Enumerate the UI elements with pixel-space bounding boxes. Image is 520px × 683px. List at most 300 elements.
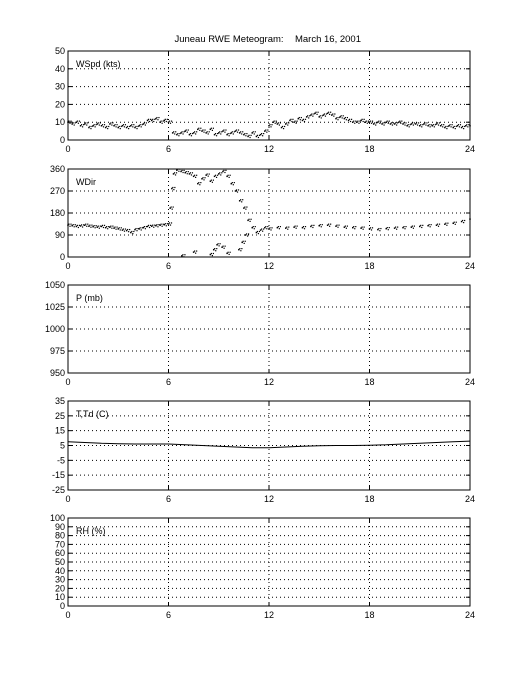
data-point xyxy=(282,126,283,127)
data-point xyxy=(212,130,213,131)
data-point xyxy=(290,119,291,120)
data-point xyxy=(320,224,321,225)
data-point xyxy=(279,124,280,125)
data-point xyxy=(171,206,172,207)
data-point xyxy=(378,121,379,122)
data-point xyxy=(396,229,397,230)
data-point xyxy=(224,172,225,173)
data-point xyxy=(179,169,180,170)
data-point xyxy=(455,224,456,225)
data-point xyxy=(347,226,348,227)
data-point xyxy=(182,133,183,134)
data-point xyxy=(87,122,88,123)
data-point xyxy=(104,225,105,226)
data-point xyxy=(124,231,125,232)
data-point xyxy=(426,122,427,123)
panel-3 xyxy=(45,280,475,387)
data-point xyxy=(165,223,166,224)
data-point xyxy=(224,248,225,249)
data-point xyxy=(196,175,197,176)
data-point xyxy=(280,226,281,227)
data-point xyxy=(371,229,372,230)
data-point xyxy=(299,117,300,118)
data-point xyxy=(207,173,208,174)
panels xyxy=(45,46,475,620)
data-point xyxy=(217,175,218,176)
y-tick-label: 1025 xyxy=(44,302,65,312)
y-tick-label: 40 xyxy=(54,63,65,74)
data-point xyxy=(414,226,415,227)
data-point xyxy=(195,253,196,254)
data-point xyxy=(136,230,137,231)
x-tick-label: 24 xyxy=(464,610,476,620)
data-point xyxy=(177,133,178,134)
data-point xyxy=(245,209,246,210)
data-point xyxy=(111,228,112,229)
data-point xyxy=(303,119,304,120)
data-point xyxy=(353,226,354,227)
data-point xyxy=(463,222,464,223)
data-point xyxy=(146,122,147,123)
data-point xyxy=(300,119,301,120)
data-point xyxy=(184,254,185,255)
data-point xyxy=(220,174,221,175)
data-point xyxy=(211,253,212,254)
panel-label: RH (%) xyxy=(76,526,106,536)
data-point xyxy=(403,122,404,123)
data-point xyxy=(162,226,163,227)
data-point xyxy=(149,227,150,228)
data-point xyxy=(346,228,347,229)
data-point xyxy=(370,121,371,122)
data-point xyxy=(103,126,104,127)
data-point xyxy=(279,228,280,229)
data-point xyxy=(96,124,97,125)
panel-2 xyxy=(50,164,475,271)
data-point xyxy=(401,121,402,122)
data-point xyxy=(456,126,457,127)
data-point xyxy=(177,169,178,170)
data-point xyxy=(301,117,302,118)
data-point xyxy=(100,226,101,227)
series-line xyxy=(68,441,470,448)
data-point xyxy=(99,124,100,125)
data-point xyxy=(316,114,317,115)
data-point xyxy=(454,222,455,223)
x-tick-label: 12 xyxy=(263,261,275,271)
data-point xyxy=(287,124,288,125)
data-point xyxy=(81,224,82,225)
data-point xyxy=(431,224,432,225)
data-point xyxy=(140,124,141,125)
data-point xyxy=(350,121,351,122)
data-point xyxy=(297,121,298,122)
data-point xyxy=(229,177,230,178)
data-point xyxy=(275,123,276,124)
data-point xyxy=(208,176,209,177)
y-tick-label: 0 xyxy=(59,601,65,611)
data-point xyxy=(148,225,149,226)
data-point xyxy=(232,131,233,132)
data-point xyxy=(400,123,401,124)
data-point xyxy=(238,189,239,190)
data-point xyxy=(144,226,145,227)
data-point xyxy=(78,227,79,228)
data-point xyxy=(372,227,373,228)
data-point xyxy=(68,121,69,122)
data-point xyxy=(363,121,364,122)
data-point xyxy=(70,224,71,225)
data-point xyxy=(297,226,298,227)
panel-label: P (mb) xyxy=(76,293,103,303)
data-point xyxy=(170,224,171,225)
data-point xyxy=(246,133,247,134)
data-point xyxy=(213,253,214,254)
data-point xyxy=(98,226,99,227)
data-point xyxy=(379,123,380,124)
data-point xyxy=(158,117,159,118)
data-point xyxy=(422,225,423,226)
data-point xyxy=(347,117,348,118)
data-point xyxy=(230,133,231,134)
data-point xyxy=(173,206,174,207)
data-point xyxy=(200,128,201,129)
data-point xyxy=(292,119,293,120)
data-point xyxy=(245,241,246,242)
data-point xyxy=(127,229,128,230)
data-point xyxy=(313,113,314,114)
data-point xyxy=(261,133,262,134)
data-point xyxy=(271,124,272,125)
data-point xyxy=(156,224,157,225)
data-point xyxy=(154,225,155,226)
data-point xyxy=(112,226,113,227)
x-tick-label: 12 xyxy=(263,377,275,387)
data-point xyxy=(395,122,396,123)
data-point xyxy=(355,121,356,122)
data-point xyxy=(329,226,330,227)
data-point xyxy=(378,228,379,229)
data-point xyxy=(194,250,195,251)
data-point xyxy=(354,123,355,124)
data-point xyxy=(83,224,84,225)
data-point xyxy=(183,256,184,257)
data-point xyxy=(68,224,69,225)
data-point xyxy=(215,175,216,176)
data-point xyxy=(87,224,88,225)
data-point xyxy=(462,220,463,221)
data-point xyxy=(110,122,111,123)
data-point xyxy=(161,121,162,122)
data-point xyxy=(249,137,250,138)
data-point xyxy=(83,124,84,125)
data-point xyxy=(330,224,331,225)
data-point xyxy=(142,227,143,228)
data-point xyxy=(229,135,230,136)
data-point xyxy=(309,115,310,116)
data-point xyxy=(150,225,151,226)
data-point xyxy=(283,128,284,129)
data-point xyxy=(224,132,225,133)
figure-date: March 16, 2001 xyxy=(294,34,362,45)
data-point xyxy=(153,121,154,122)
data-point xyxy=(204,129,205,130)
data-point xyxy=(225,170,226,171)
data-point xyxy=(175,131,176,132)
data-point xyxy=(82,226,83,227)
data-point xyxy=(131,124,132,125)
data-point xyxy=(458,124,459,125)
data-point xyxy=(212,255,213,256)
data-point xyxy=(132,126,133,127)
x-tick-label: 12 xyxy=(263,144,275,154)
x-tick-label: 18 xyxy=(364,377,375,387)
data-point xyxy=(468,124,469,125)
data-point xyxy=(276,121,277,122)
data-point xyxy=(75,122,76,123)
x-tick-label: 6 xyxy=(165,610,172,620)
data-point xyxy=(274,121,275,122)
data-point xyxy=(241,248,242,249)
data-point xyxy=(393,122,394,123)
data-point xyxy=(132,233,133,234)
data-point xyxy=(446,128,447,129)
data-point xyxy=(142,124,143,125)
data-point xyxy=(403,226,404,227)
data-point xyxy=(157,226,158,227)
data-point xyxy=(405,122,406,123)
data-point xyxy=(284,126,285,127)
data-point xyxy=(102,225,103,226)
data-point xyxy=(466,124,467,125)
data-point xyxy=(243,241,244,242)
data-point xyxy=(363,229,364,230)
data-point xyxy=(254,228,255,229)
data-point xyxy=(262,231,263,232)
data-point xyxy=(359,121,360,122)
data-point xyxy=(430,226,431,227)
x-tick-label: 18 xyxy=(364,144,375,154)
data-point xyxy=(187,173,188,174)
data-point xyxy=(460,124,461,125)
data-point xyxy=(95,126,96,127)
data-point xyxy=(422,124,423,125)
data-point xyxy=(322,224,323,225)
data-point xyxy=(198,182,199,183)
data-point xyxy=(455,128,456,129)
data-point xyxy=(195,177,196,178)
data-point xyxy=(123,124,124,125)
data-point xyxy=(322,115,323,116)
data-point xyxy=(345,117,346,118)
y-tick-label: 270 xyxy=(49,186,65,196)
data-point xyxy=(218,245,219,246)
data-point xyxy=(145,124,146,125)
data-point xyxy=(288,226,289,227)
y-tick-label: 10 xyxy=(54,117,65,128)
data-point xyxy=(325,116,326,117)
data-point xyxy=(69,226,70,227)
data-point xyxy=(382,122,383,123)
data-point xyxy=(459,126,460,127)
data-point xyxy=(366,121,367,122)
data-point xyxy=(137,228,138,229)
data-point xyxy=(175,174,176,175)
data-point xyxy=(296,123,297,124)
data-point xyxy=(329,114,330,115)
x-tick-label: 12 xyxy=(263,494,275,504)
data-point xyxy=(128,128,129,129)
data-point xyxy=(421,227,422,228)
data-point xyxy=(107,228,108,229)
data-point xyxy=(74,226,75,227)
data-point xyxy=(79,225,80,226)
data-point xyxy=(219,243,220,244)
data-point xyxy=(94,124,95,125)
y-tick-label: 90 xyxy=(54,521,65,532)
data-point xyxy=(311,225,312,226)
data-point xyxy=(296,228,297,229)
data-point xyxy=(362,226,363,227)
data-point xyxy=(320,115,321,116)
data-point xyxy=(123,228,124,229)
data-point xyxy=(412,226,413,227)
data-point xyxy=(141,229,142,230)
y-tick-label: 360 xyxy=(49,164,65,174)
data-point xyxy=(196,131,197,132)
data-point xyxy=(137,126,138,127)
data-point xyxy=(232,182,233,183)
data-point xyxy=(259,231,260,232)
data-point xyxy=(333,116,334,117)
data-point xyxy=(341,115,342,116)
y-tick-label: 35 xyxy=(54,396,65,406)
data-point xyxy=(165,119,166,120)
data-point xyxy=(387,121,388,122)
data-point xyxy=(237,191,238,192)
data-point xyxy=(190,133,191,134)
data-point xyxy=(267,226,268,227)
data-point xyxy=(342,117,343,118)
data-point xyxy=(338,225,339,226)
data-point xyxy=(338,117,339,118)
x-tick-label: 18 xyxy=(364,610,375,620)
data-point xyxy=(307,115,308,116)
data-point xyxy=(186,171,187,172)
x-tick-label: 18 xyxy=(364,261,375,271)
data-point xyxy=(152,225,153,226)
data-point xyxy=(305,226,306,227)
data-point xyxy=(192,172,193,173)
x-tick-label: 0 xyxy=(65,144,71,154)
data-point xyxy=(73,224,74,225)
data-point xyxy=(435,124,436,125)
y-tick-label: 1000 xyxy=(44,324,65,334)
data-point xyxy=(121,126,122,127)
data-point xyxy=(392,124,393,125)
data-point xyxy=(173,131,174,132)
y-tick-label: 90 xyxy=(54,230,65,240)
data-point xyxy=(178,135,179,136)
data-point xyxy=(219,172,220,173)
data-point xyxy=(116,226,117,227)
data-point xyxy=(270,126,271,127)
data-point xyxy=(110,226,111,227)
data-point xyxy=(106,226,107,227)
data-point xyxy=(223,129,224,130)
data-point xyxy=(431,124,432,125)
data-point xyxy=(246,233,247,234)
data-point xyxy=(167,223,168,224)
data-point xyxy=(312,116,313,117)
y-tick-label: 50 xyxy=(54,46,65,56)
data-point xyxy=(114,226,115,227)
y-tick-label: 40 xyxy=(54,565,65,576)
data-point xyxy=(241,201,242,202)
data-point xyxy=(443,124,444,125)
data-point xyxy=(236,189,237,190)
data-point xyxy=(424,122,425,123)
data-point xyxy=(247,235,248,236)
data-point xyxy=(351,119,352,120)
data-point xyxy=(371,123,372,124)
y-tick-label: 60 xyxy=(54,548,65,559)
y-tick-label: 80 xyxy=(54,530,65,541)
data-point xyxy=(116,124,117,125)
data-point xyxy=(233,184,234,185)
data-point xyxy=(420,225,421,226)
y-tick-label: 100 xyxy=(49,513,65,523)
data-point xyxy=(438,124,439,125)
data-point xyxy=(311,113,312,114)
data-point xyxy=(236,129,237,130)
data-point xyxy=(207,131,208,132)
y-tick-label: 950 xyxy=(49,368,65,378)
data-point xyxy=(170,123,171,124)
data-point xyxy=(194,131,195,132)
data-point xyxy=(94,225,95,226)
data-point xyxy=(295,121,296,122)
data-point xyxy=(74,124,75,125)
data-point xyxy=(90,128,91,129)
y-tick-label: 5 xyxy=(59,440,65,451)
data-point xyxy=(187,132,188,133)
data-point xyxy=(253,226,254,227)
data-point xyxy=(438,226,439,227)
data-point xyxy=(136,128,137,129)
data-point xyxy=(220,133,221,134)
data-point xyxy=(108,126,109,127)
data-point xyxy=(199,130,200,131)
data-point xyxy=(174,133,175,134)
data-point xyxy=(203,132,204,133)
data-point xyxy=(75,224,76,225)
data-point xyxy=(90,227,91,228)
data-point xyxy=(442,126,443,127)
data-point xyxy=(149,121,150,122)
data-point xyxy=(202,129,203,130)
panel-label: WSpd (kts) xyxy=(76,59,121,69)
data-point xyxy=(408,124,409,125)
data-point xyxy=(370,227,371,228)
data-point xyxy=(409,126,410,127)
data-point xyxy=(397,122,398,123)
data-point xyxy=(416,122,417,123)
data-point xyxy=(280,122,281,123)
data-point xyxy=(270,229,271,230)
data-point xyxy=(286,122,287,123)
data-point xyxy=(418,122,419,123)
